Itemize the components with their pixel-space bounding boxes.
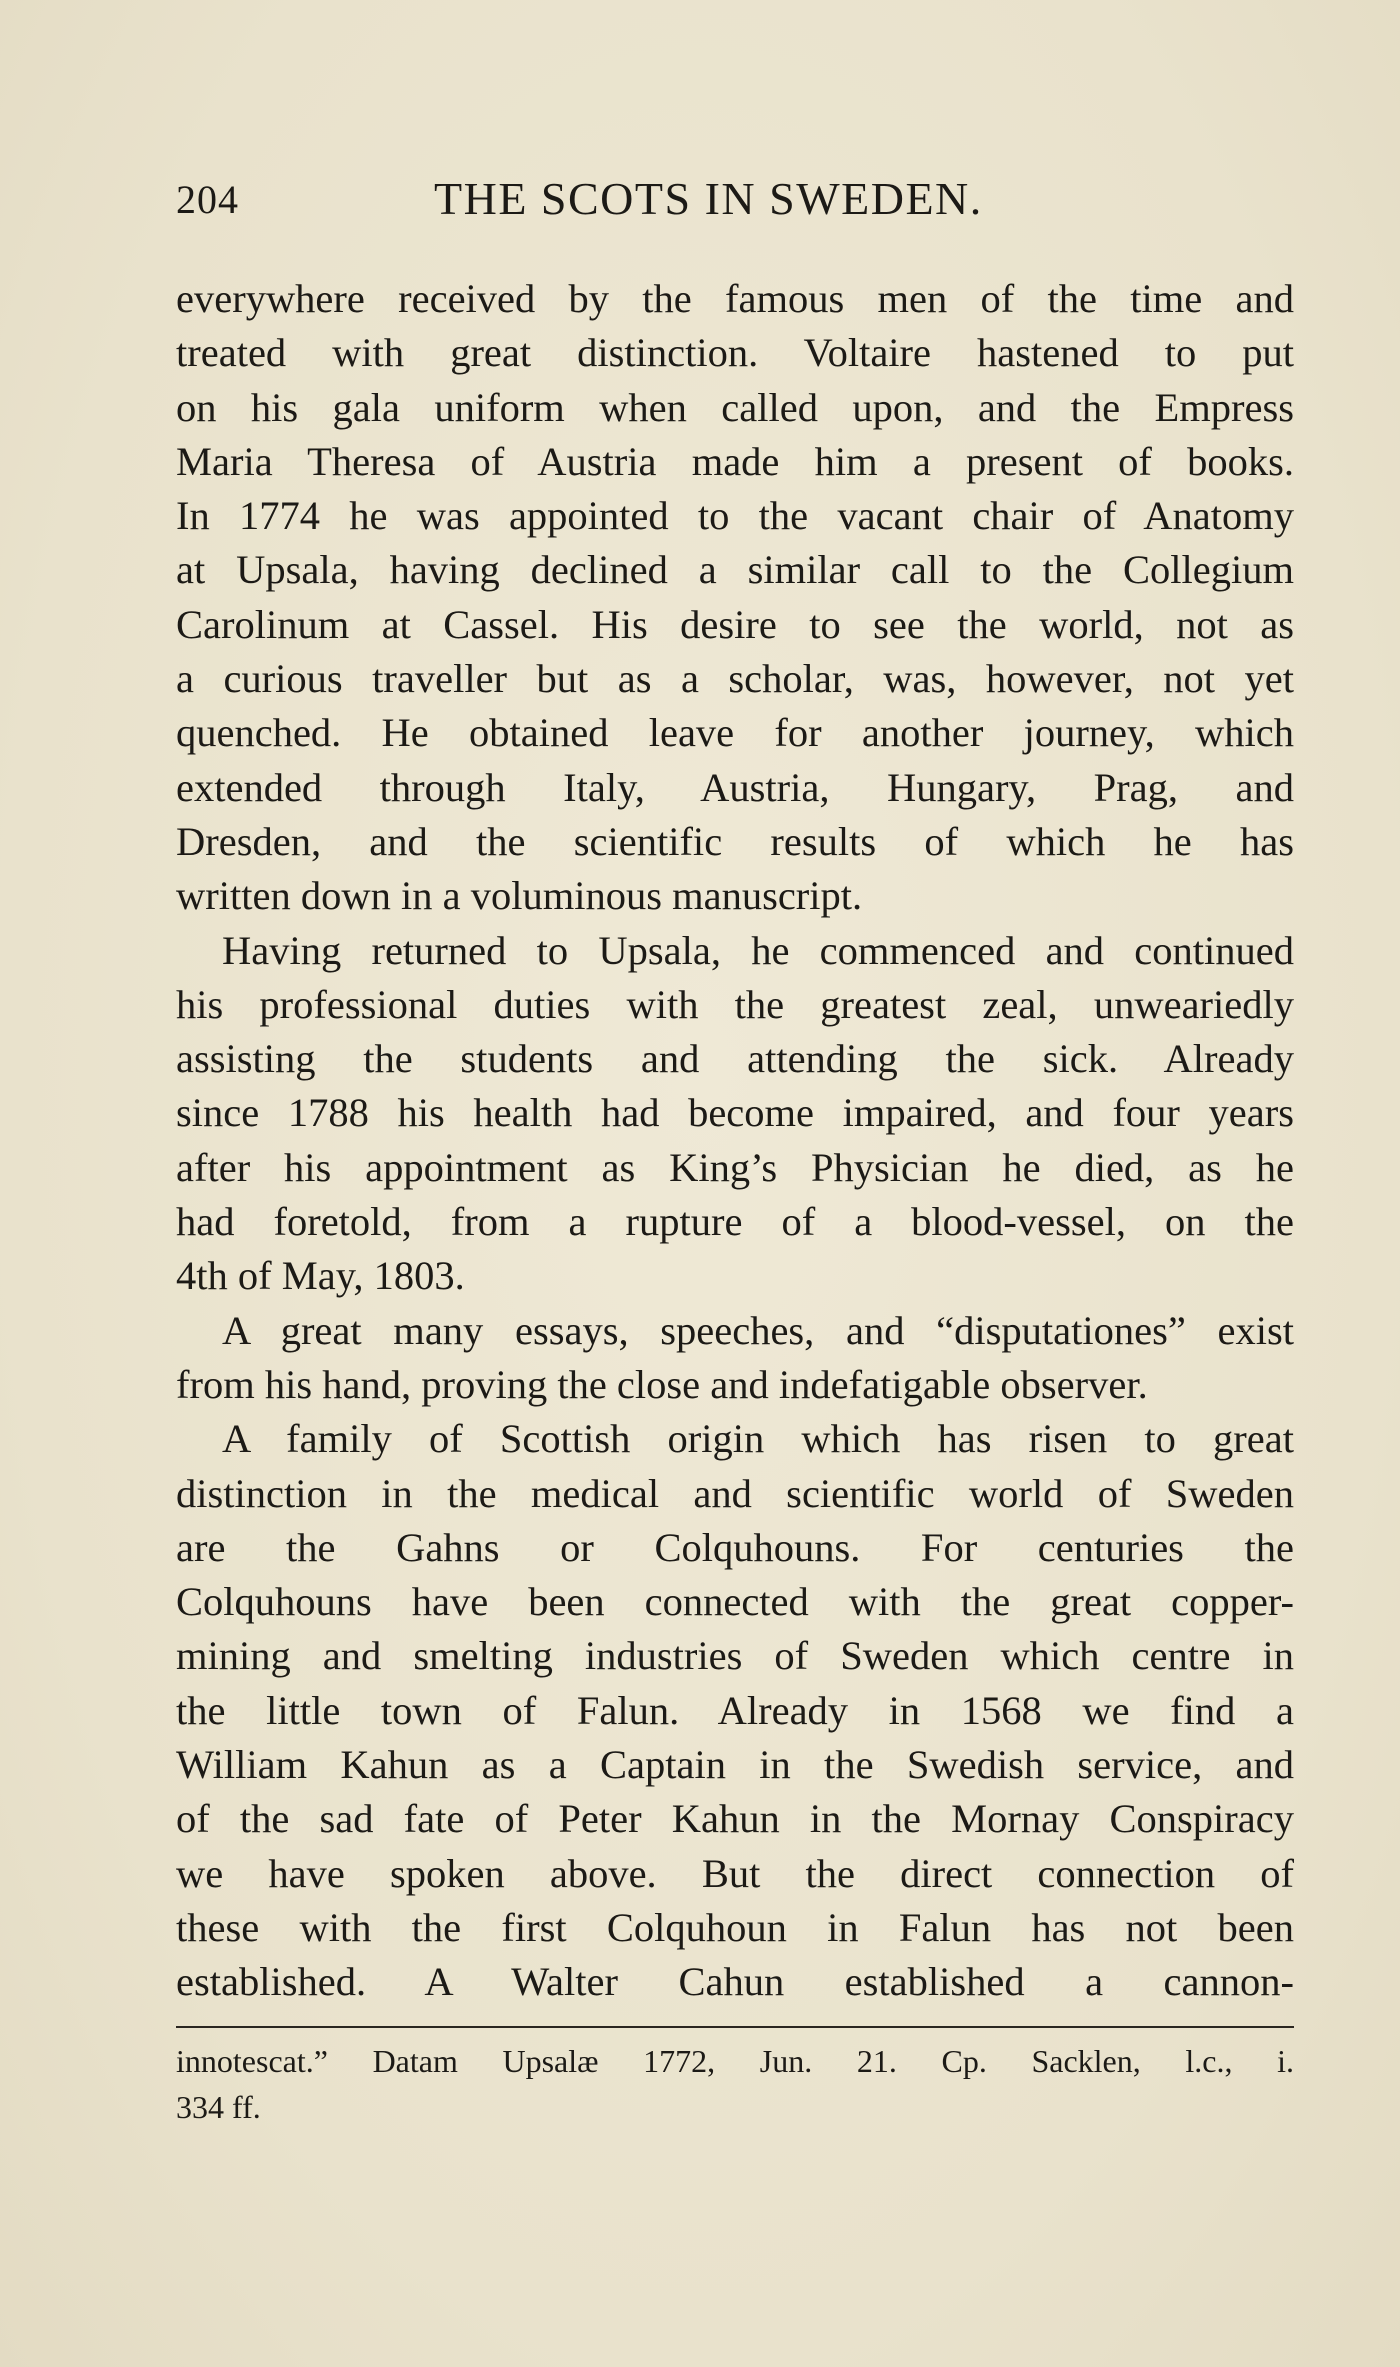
text-line: William Kahun as a Captain in the Swedish service, and	[176, 1742, 1294, 1788]
text-line: of the sad fate of Peter Kahun in the Mornay Conspiracy	[176, 1796, 1294, 1842]
text-line: Colquhouns have been connected with the great copper-	[176, 1579, 1294, 1625]
text-line: A family of Scottish origin which has risen to great	[222, 1416, 1294, 1462]
footnote-line: 334 ff.	[176, 2089, 261, 2125]
text-line: In 1774 he was appointed to the vacant chair of Anatomy	[176, 493, 1294, 539]
body-text	[176, 272, 1294, 2010]
text-line: his professional duties with the greatest zeal, unweariedly	[176, 981, 1294, 1027]
text-line: extended through Italy, Austria, Hungary, Prag, and	[176, 764, 1294, 810]
text-line: 4th of May, 1803.	[176, 1253, 465, 1299]
text-line: a curious traveller but as a scholar, was, however, not yet	[176, 656, 1294, 702]
text-line: assisting the students and attending the sick. Already	[176, 1036, 1294, 1082]
footnote-line: innotescat.” Datam Upsalæ 1772, Jun. 21. Cp. Sacklen, l.c., i.	[176, 2043, 1294, 2079]
text-line: distinction in the medical and scientific world of Sweden	[176, 1470, 1294, 1516]
text-line: Maria Theresa of Austria made him a present of books.	[176, 438, 1294, 484]
text-line: since 1788 his health had become impaired, and four years	[176, 1090, 1294, 1136]
text-line: quenched. He obtained leave for another journey, which	[176, 710, 1294, 756]
text-line: are the Gahns or Colquhouns. For centuries the	[176, 1524, 1294, 1570]
text-line: the little town of Falun. Already in 1568 we find a	[176, 1687, 1294, 1733]
text-line: Dresden, and the scientific results of which he has	[176, 818, 1294, 864]
text-line: Carolinum at Cassel. His desire to see the world, not as	[176, 601, 1294, 647]
text-line: had foretold, from a rupture of a blood-vessel, on the	[176, 1199, 1294, 1245]
text-line: after his appointment as King’s Physician he died, as he	[176, 1144, 1294, 1190]
text-line: A great many essays, speeches, and “disputationes” exist	[222, 1307, 1294, 1353]
text-line: we have spoken above. But the direct connection of	[176, 1850, 1294, 1896]
text-line: established. A Walter Cahun established a cannon-	[176, 1959, 1294, 2005]
running-title: THE SCOTS IN SWEDEN.	[434, 173, 983, 224]
footnote	[176, 2038, 1294, 2130]
page-number: 204	[176, 177, 239, 222]
text-line: at Upsala, having declined a similar call to the Collegium	[176, 547, 1294, 593]
text-line: mining and smelting industries of Sweden which centre in	[176, 1633, 1294, 1679]
running-head	[176, 172, 1048, 232]
text-line: everywhere received by the famous men of the time and	[176, 276, 1294, 321]
text-line: these with the first Colquhoun in Falun has not been	[176, 1904, 1294, 1950]
footnote-rule	[176, 2026, 1294, 2028]
text-line: from his hand, proving the close and indefatigable observer.	[176, 1361, 1148, 1407]
text-line: Having returned to Upsala, he commenced and continued	[222, 927, 1294, 973]
text-line: treated with great distinction. Voltaire hastened to put	[176, 330, 1294, 376]
text-line: on his gala uniform when called upon, and the Empress	[176, 384, 1294, 430]
text-line: written down in a voluminous manuscript.	[176, 873, 863, 919]
